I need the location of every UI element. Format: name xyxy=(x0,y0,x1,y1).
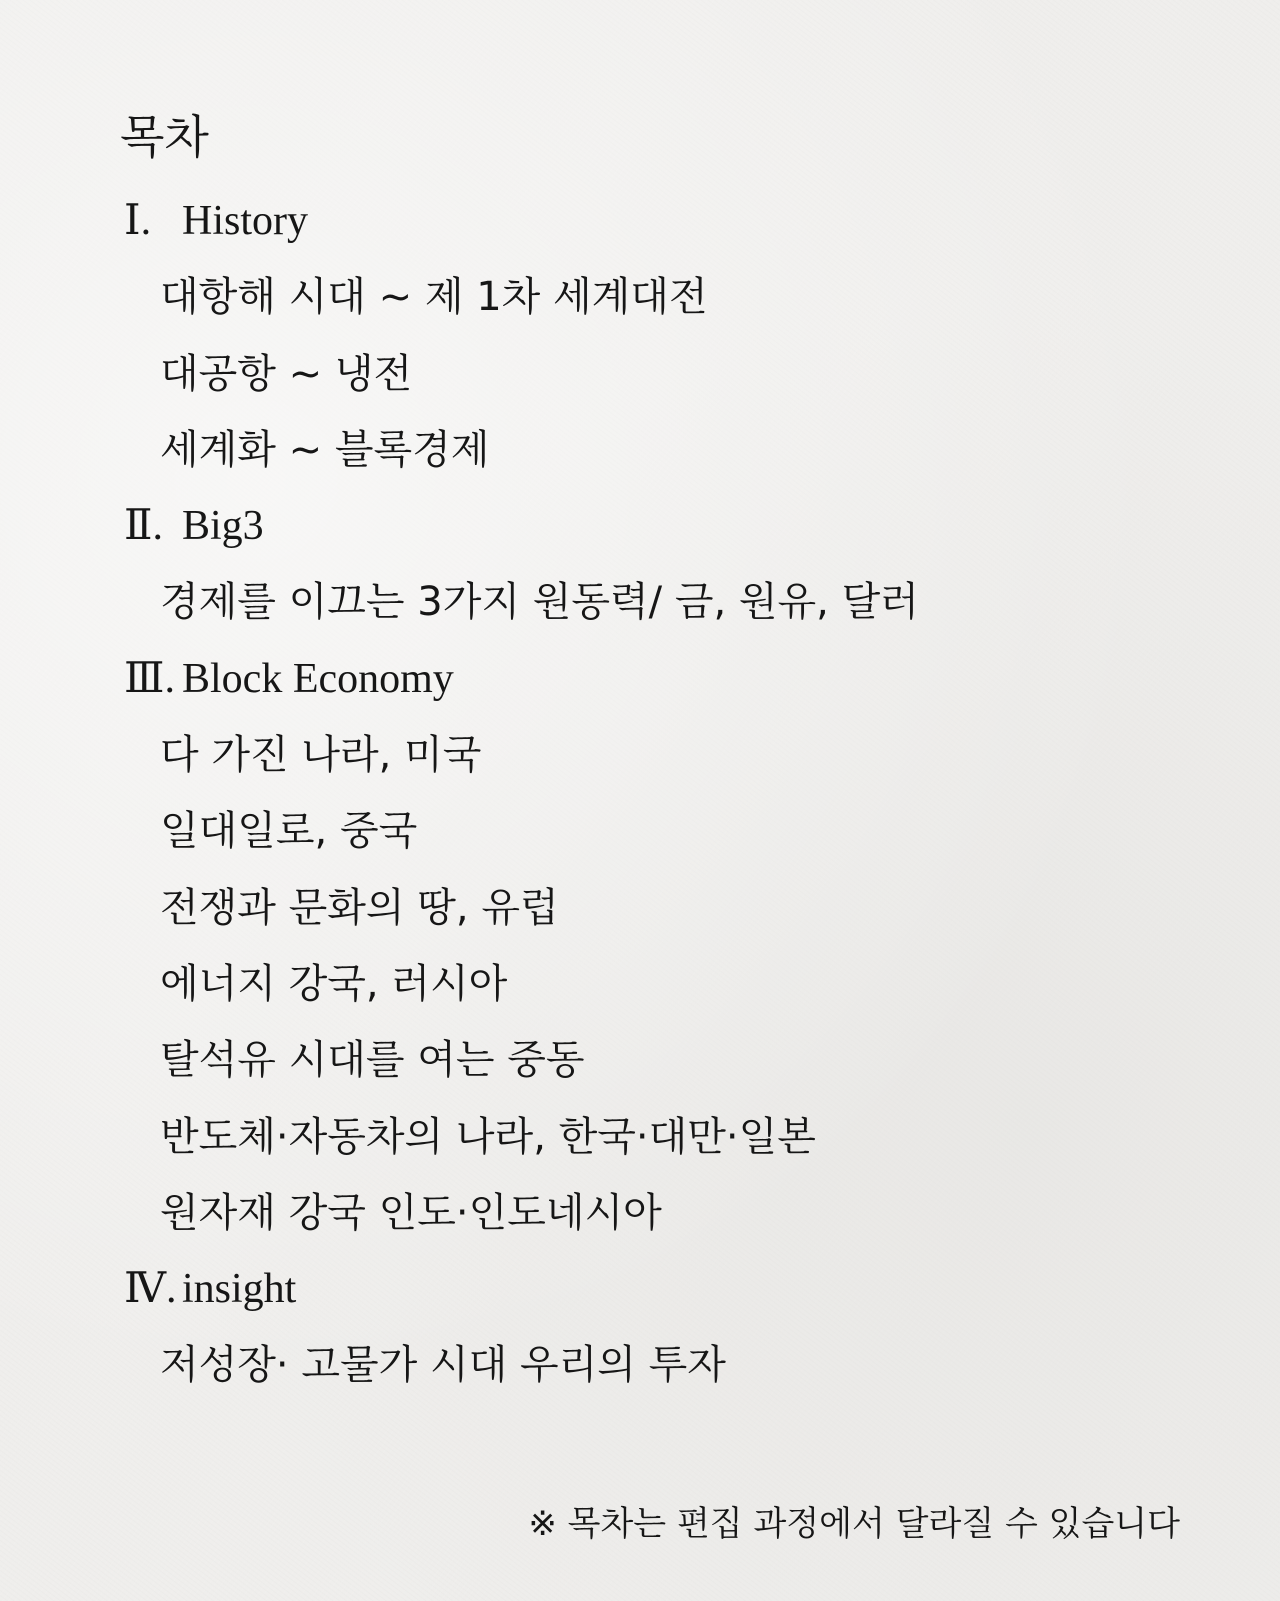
section-numeral: Ⅲ. xyxy=(124,655,176,702)
section-numeral: Ⅱ. xyxy=(124,503,164,550)
toc-item: 세계화 ~ 블록경제 xyxy=(160,426,490,473)
toc-item: 에너지 강국, 러시아 xyxy=(160,960,508,1007)
table-of-contents xyxy=(124,183,919,1404)
toc-item: 원자재 강국 인도·인도네시아 xyxy=(160,1189,662,1236)
section-heading-block-economy xyxy=(124,641,919,717)
toc-item: 경제를 이끄는 3가지 원동력/ 금, 원유, 달러 xyxy=(160,579,919,626)
toc-item: 일대일로, 중국 xyxy=(160,808,418,855)
toc-item: 전쟁과 문화의 땅, 유럽 xyxy=(160,884,559,931)
section-title: Big3 xyxy=(182,503,264,550)
toc-item: 다 가진 나라, 미국 xyxy=(160,732,482,779)
toc-item: 대공항 ~ 냉전 xyxy=(160,350,413,397)
section-heading-big3 xyxy=(124,488,919,564)
section-title: History xyxy=(182,198,308,244)
toc-item: 저성장· 고물가 시대 우리의 투자 xyxy=(160,1342,726,1389)
section-numeral: Ⅳ. xyxy=(124,1266,177,1313)
toc-item: 탈석유 시대를 여는 중동 xyxy=(160,1037,585,1084)
section-heading-insight xyxy=(124,1251,919,1327)
page-title: 목차 xyxy=(120,110,209,164)
toc-item: 대항해 시대 ~ 제 1차 세계대전 xyxy=(160,274,708,321)
section-numeral: Ⅰ. xyxy=(124,198,152,244)
toc-item: 반도체·자동차의 나라, 한국·대만·일본 xyxy=(160,1113,816,1160)
section-heading-history xyxy=(124,183,919,259)
section-title: Block Economy xyxy=(182,655,454,702)
section-title: insight xyxy=(182,1266,297,1313)
footnote: ※ 목차는 편집 과정에서 달라질 수 있습니다 xyxy=(528,1504,1180,1544)
